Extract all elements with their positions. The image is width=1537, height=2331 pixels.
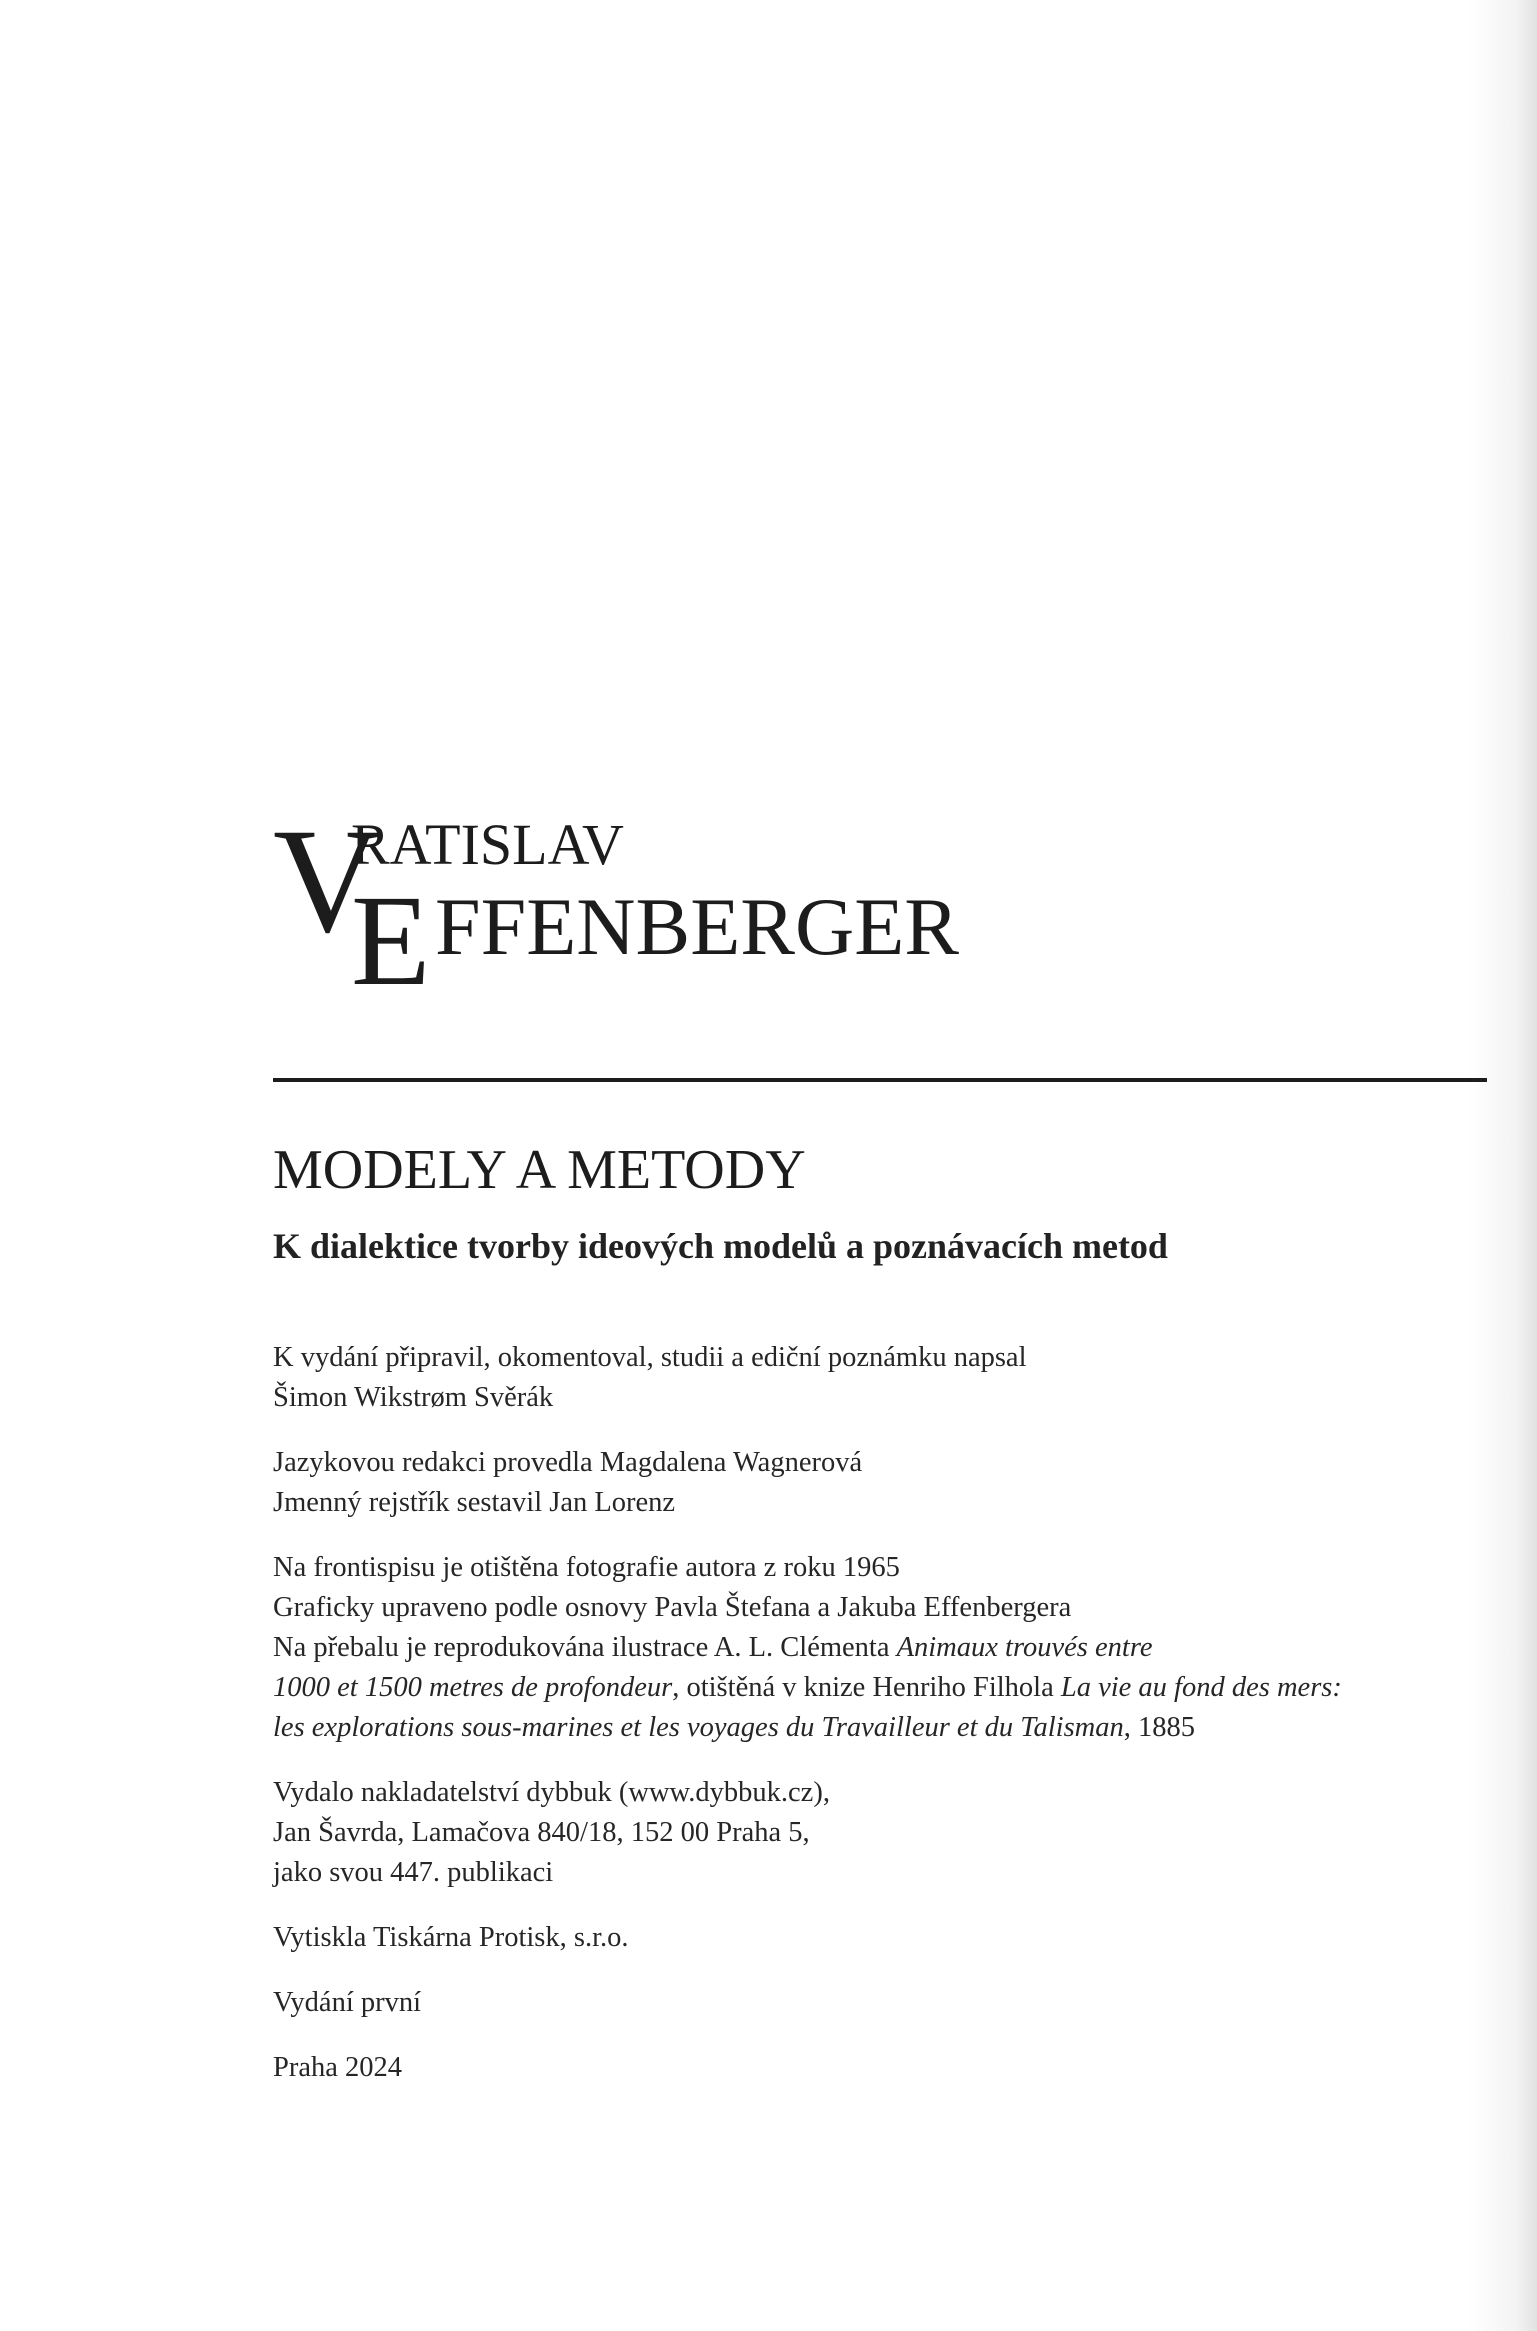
cover-credit-line-3 xyxy=(273,1708,1453,1748)
printer-line: Vytiskla Tiskárna Protisk, s.r.o. xyxy=(273,1922,629,1953)
publisher-credit xyxy=(273,1773,1453,1893)
place-year-line: Praha 2024 xyxy=(273,2052,403,2083)
source-book-title-b: les explorations sous-marines et les voyages du Travailleur et du Talisman xyxy=(273,1712,1124,1743)
publisher-line-1: Vydalo nakladatelství dybbuk (www.dybbuk.cz), xyxy=(273,1777,830,1808)
source-book-title-a: La vie au fond des mers: xyxy=(1060,1672,1342,1703)
source-book-year: , 1885 xyxy=(1123,1712,1195,1743)
author-first-name: RATISLAV xyxy=(351,812,624,877)
book-subtitle: K dialektice tvorby ideových modelů a poznávacích metod xyxy=(273,1226,1168,1266)
edition-info xyxy=(273,1983,1453,2023)
editor-credit-line-2: Šimon Wikstrøm Svěrák xyxy=(273,1382,554,1413)
horizontal-rule xyxy=(273,1078,1487,1082)
language-editor-credit: Jazykovou redakci provedla Magdalena Wagnerová xyxy=(273,1447,863,1478)
cover-credit-line-1 xyxy=(273,1628,1453,1668)
book-title: MODELY A METODY xyxy=(273,1139,806,1201)
imprint-place-year xyxy=(273,2048,1453,2088)
printer-credit xyxy=(273,1918,1453,1958)
editorial-credits xyxy=(273,1443,1453,1523)
editor-credit xyxy=(273,1338,1453,1418)
index-credit: Jmenný rejstřík sestavil Jan Lorenz xyxy=(273,1487,676,1518)
author-last-initial: E xyxy=(351,869,431,1013)
author-last-name: FFENBERGER xyxy=(435,881,959,972)
cover-illustration-title-a: Animaux trouvés entre xyxy=(896,1632,1153,1663)
cover-credit-line-2 xyxy=(273,1668,1453,1708)
design-credit: Graficky upraveno podle osnovy Pavla Štefana a Jakuba Effenbergera xyxy=(273,1592,1072,1623)
cover-credit-prefix: Na přebalu je reprodukována ilustrace A. L. Clémenta xyxy=(273,1632,897,1663)
author-name xyxy=(273,798,1073,1016)
colophon xyxy=(273,1338,1453,2113)
author-first-initial: V xyxy=(273,798,382,964)
edition-line: Vydání první xyxy=(273,1987,422,2018)
frontispiece-credit: Na frontispisu je otištěna fotografie autora z roku 1965 xyxy=(273,1552,900,1583)
publisher-line-3: jako svou 447. publikaci xyxy=(273,1857,554,1888)
editor-credit-line-1: K vydání připravil, okomentoval, studii a ediční poznámku napsal xyxy=(273,1342,1027,1373)
cover-credit-mid: , otištěná v knize Henriho Filhola xyxy=(672,1672,1061,1703)
illustration-credits xyxy=(273,1548,1453,1748)
cover-illustration-title-b: 1000 et 1500 metres de profondeur xyxy=(273,1672,673,1703)
page-edge-shadow xyxy=(1467,0,1537,2331)
publisher-line-2: Jan Šavrda, Lamačova 840/18, 152 00 Praha 5, xyxy=(273,1817,810,1848)
